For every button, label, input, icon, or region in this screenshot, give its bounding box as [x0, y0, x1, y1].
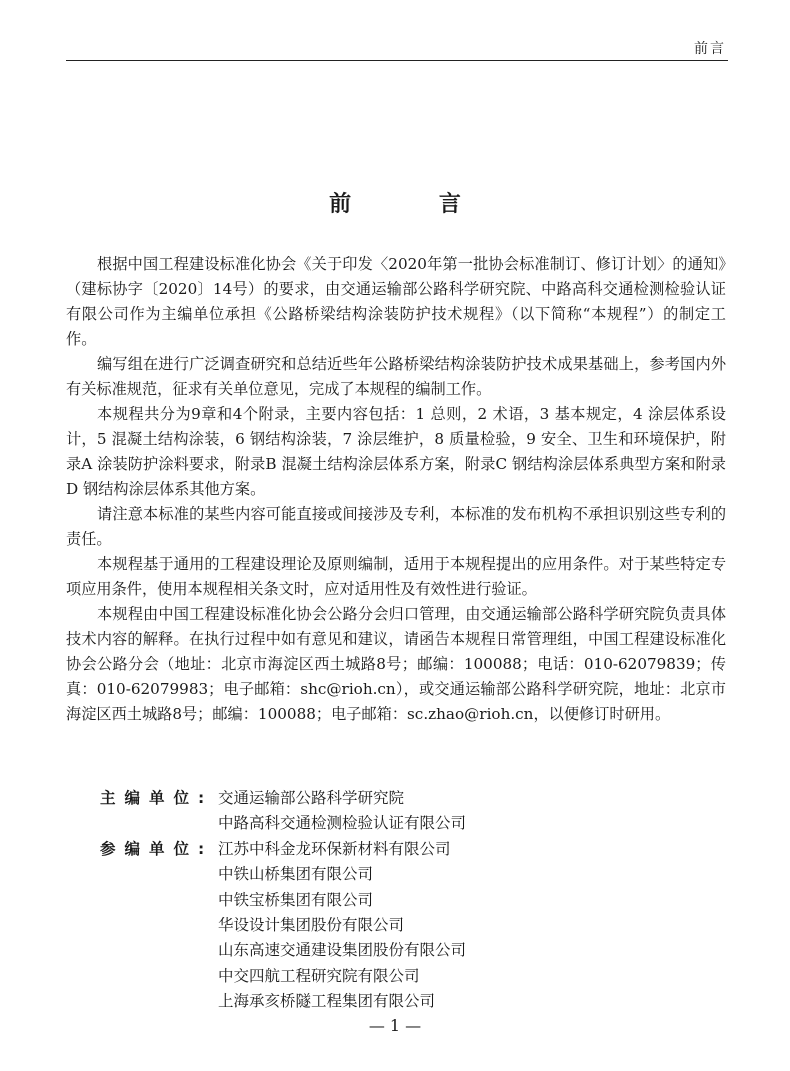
paragraph: 本规程共分为9章和4个附录，主要内容包括：1 总则，2 术语，3 基本规定，4 涂层体系设计，5 混凝土结构涂装，6 钢结构涂装，7 涂层维护，8 质量检验，9 安全、卫生和环境保护，附录A 涂装防护涂料要求，附录B 混凝土结构涂层体系方案，附录C 钢结构涂层体系典型方案和附录D 钢结构涂层体系其他方案。: [66, 405, 726, 498]
header-rule: [66, 60, 728, 61]
running-header: 前言: [694, 41, 726, 57]
paragraph: 根据中国工程建设标准化协会《关于印发〈2020年第一批协会标准制订、修订计划〉的通知》（建标协字〔2020〕14号）的要求，由交通运输部公路科学研究院、中路高科交通检测检验认证有限公司作为主编单位承担《公路桥梁结构涂装防护技术规程》（以下简称“本规程”）的制定工作。: [66, 255, 726, 348]
preface-body: [66, 252, 726, 727]
unit-item: 中路高科交通检测检验认证有限公司: [218, 814, 467, 833]
paragraph: 本规程由中国工程建设标准化协会公路分会归口管理，由交通运输部公路科学研究院负责具体技术内容的解释。在执行过程中如有意见和建议，请函告本规程日常管理组，中国工程建设标准化协会公路分会（地址：北京市海淀区西土城路8号；邮编：100088；电话：010-62079839；传真：010-62079983；电子邮箱：shc@rioh.cn），或交通运输部公路科学研究院，地址：北京市海淀区西土城路8号；邮编：100088；电子邮箱：sc.zhao@rioh.cn，以便修订时研用。: [66, 605, 726, 723]
unit-item: 上海承亥桥隧工程集团有限公司: [218, 992, 436, 1011]
unit-item: 中铁山桥集团有限公司: [218, 865, 374, 884]
chief-editor-label: 主编单位:: [100, 789, 205, 807]
unit-item: 交通运输部公路科学研究院: [218, 789, 405, 807]
unit-item: 山东高速交通建设集团股份有限公司: [218, 941, 467, 960]
unit-item: 江苏中科金龙环保新材料有限公司: [218, 839, 451, 858]
unit-item: 中交四航工程研究院有限公司: [218, 966, 420, 985]
paragraph: 编写组在进行广泛调查研究和总结近些年公路桥梁结构涂装防护技术成果基础上，参考国内外有关标准规范，征求有关单位意见，完成了本规程的编制工作。: [66, 355, 726, 398]
page-number: — 1 —: [368, 1016, 422, 1035]
chief-editor-units: [100, 786, 466, 837]
paragraph: 本规程基于通用的工程建设理论及原则编制，适用于本规程提出的应用条件。对于某些特定专项应用条件，使用本规程相关条文时，应对适用性及有效性进行验证。: [66, 555, 726, 598]
participating-units: [100, 837, 466, 1015]
organization-units: [100, 786, 466, 1015]
chief-editor-list: [218, 786, 466, 837]
unit-item: 华设设计集团股份有限公司: [218, 916, 405, 935]
participating-label: 参编单位:: [100, 839, 205, 858]
page-title: 前 言: [329, 191, 501, 217]
participating-list: [218, 837, 466, 1015]
unit-item: 中铁宝桥集团有限公司: [218, 890, 374, 909]
paragraph: 请注意本标准的某些内容可能直接或间接涉及专利，本标准的发布机构不承担识别这些专利的责任。: [66, 505, 726, 548]
